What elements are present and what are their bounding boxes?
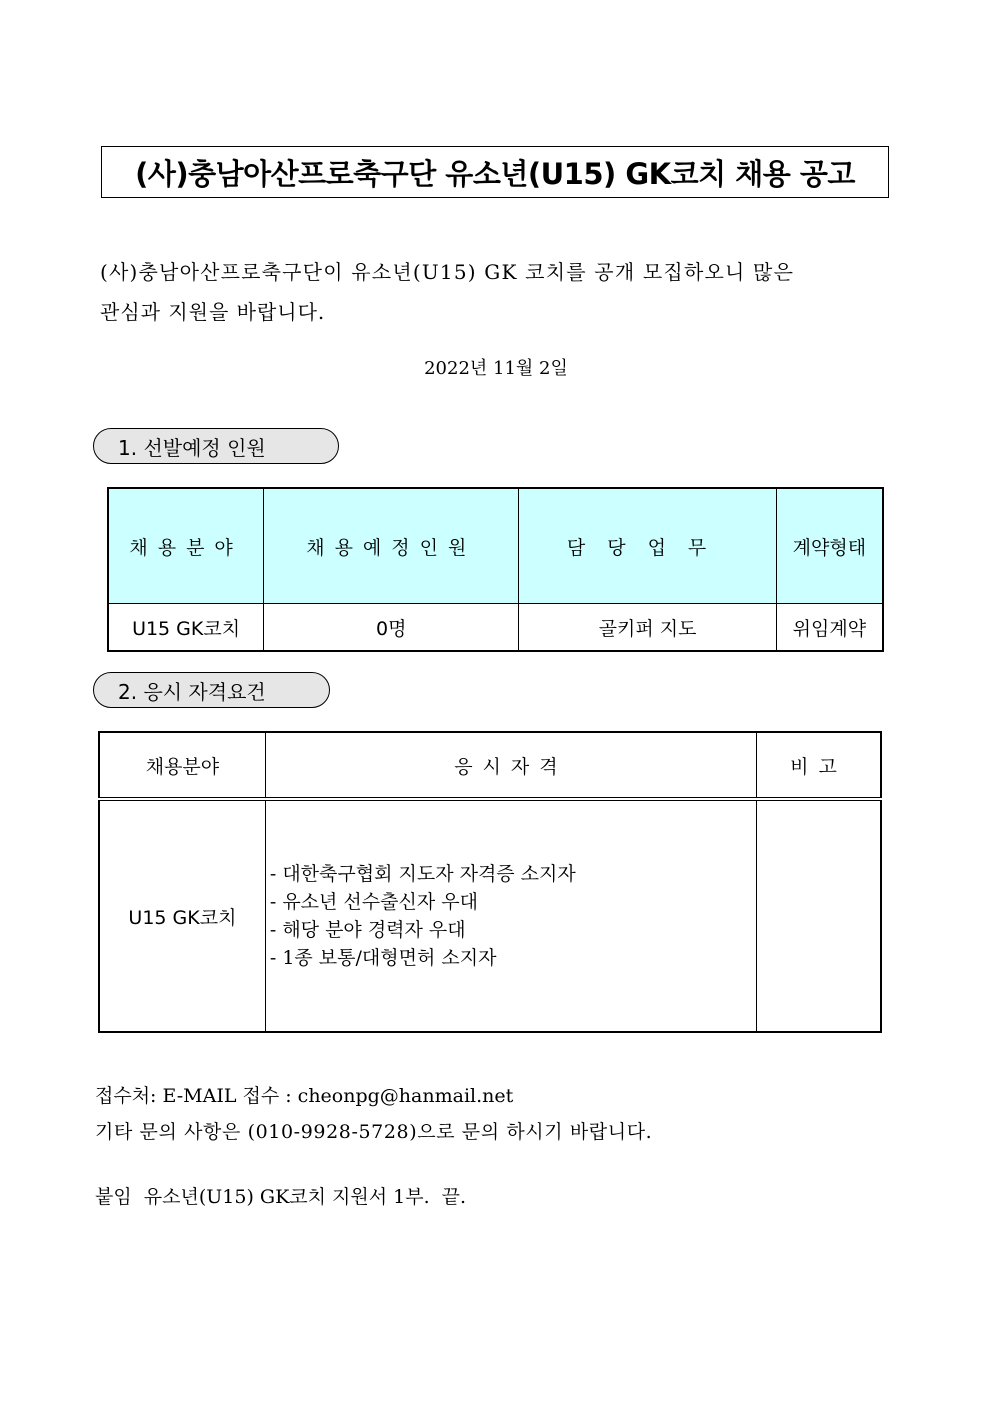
- section-2-heading: [93, 672, 330, 708]
- contact-phone: 기타 문의 사항은 (010-9928-5728)으로 문의 하시기 바랍니다.: [95, 1121, 653, 1143]
- header-field: 채용분야: [99, 732, 265, 799]
- page-title: [101, 146, 889, 198]
- header-contract: 계약형태: [776, 488, 883, 604]
- intro-line-2: 관심과 지원을 바랍니다.: [100, 300, 326, 324]
- section-1-heading: [93, 428, 339, 464]
- table-header-row: [99, 732, 881, 799]
- cell-field: U15 GK코치: [108, 604, 264, 652]
- header-note: 비고: [756, 732, 881, 799]
- recruitment-table: [107, 487, 884, 652]
- cell-duty: 골키퍼 지도: [519, 604, 776, 652]
- table-row: [99, 799, 881, 1032]
- requirement-item: - 1종 보통/대형면허 소지자: [269, 947, 497, 969]
- table-header-row: [108, 488, 883, 604]
- header-qualification: 응시자격: [265, 732, 756, 799]
- cell-headcount: 0명: [264, 604, 519, 652]
- header-headcount: 채용예정인원: [264, 488, 519, 604]
- requirement-item: - 대한축구협회 지도자 자격증 소지자: [269, 863, 576, 885]
- contact-email: 접수처: E-MAIL 접수 : cheonpg@hanmail.net: [95, 1085, 514, 1107]
- qualification-table: [98, 731, 882, 1033]
- section-2-title: 2. 응시 자격요건: [118, 679, 266, 704]
- announcement-date: 2022년 11월 2일: [424, 358, 568, 379]
- table-row: [108, 604, 883, 652]
- page-title-text: (사)충남아산프로축구단 유소년(U15) GK코치 채용 공고: [135, 156, 855, 191]
- intro-paragraph: [100, 252, 880, 332]
- section-1-title: 1. 선발예정 인원: [118, 435, 266, 460]
- cell-field: U15 GK코치: [99, 799, 265, 1032]
- cell-contract: 위임계약: [776, 604, 883, 652]
- attachment-note: 붙임 유소년(U15) GK코치 지원서 1부. 끝.: [95, 1186, 467, 1208]
- requirement-item: - 유소년 선수출신자 우대: [269, 891, 478, 913]
- cell-requirements: [265, 799, 756, 1032]
- contact-info: [95, 1078, 652, 1150]
- intro-line-1: (사)충남아산프로축구단이 유소년(U15) GK 코치를 공개 모집하오니 많은: [100, 260, 795, 284]
- cell-note: [756, 799, 881, 1032]
- requirement-item: - 해당 분야 경력자 우대: [269, 919, 466, 941]
- header-duty: 담당업무: [519, 488, 776, 604]
- header-field: 채용분야: [108, 488, 264, 604]
